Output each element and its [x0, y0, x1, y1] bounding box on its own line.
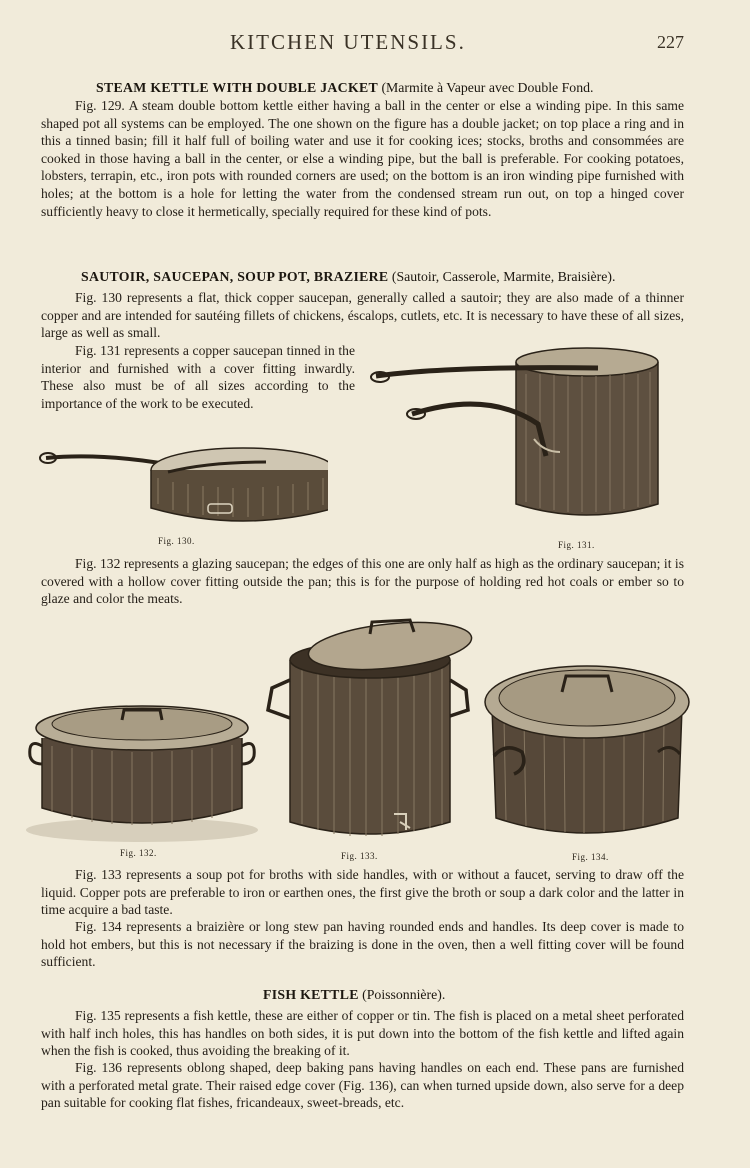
figure-133-soup-pot	[260, 614, 474, 846]
paragraph: Fig. 135 represents a fish kettle, these are either of copper or tin. The fish is placed on a metal sheet perforated with half inch holes, this has handles on both sides, it is put down into the bottom of the fish kettle and lifted again when the fish is cooked, thus avoiding the breaking of it.	[41, 1008, 684, 1059]
paragraph: Fig. 133 represents a soup pot for broths with side handles, with or without a faucet, serving to draw off the liquid. Copper pots are preferable to iron or earthen ones, the first give the broth or soup a dark color and the latter in time acquire a bad taste.	[41, 867, 684, 918]
heading-title: STEAM KETTLE WITH DOUBLE JACKET	[96, 80, 378, 95]
paragraph-fig134	[41, 918, 684, 971]
paragraph: Fig. 130 represents a flat, thick copper saucepan, generally called a sautoir; they are also made of a thinner copper and are intended for sautéing fillets of chickens, éscalops, cutlets, etc. It is necessary to have these of all sizes, large as well as small.	[41, 290, 684, 341]
heading-subtitle: (Poissonnière).	[362, 987, 446, 1002]
paragraph-fig136	[41, 1059, 684, 1112]
paragraph: Fig. 136 represents oblong shaped, deep baking pans having handles on each end. These pans are furnished with a perforated metal grate. Their raised edge cover (Fig. 136), can when turned upside down, also serve for a deep pan suitable for cooking flat fishes, fricandeaux, sweet-breads, etc.	[41, 1060, 684, 1111]
paragraph: Fig. 129. A steam double bottom kettle either having a ball in the center or else a winding pipe. In this same shaped pot all systems can be employed. The one shown on the figure has a double jacket; on top place a ring and in this a tinned basin; fill it half full of boiling water and use it for cooking ices; stocks, broths and consommées are cooked in those having a ball in the center, or else a winding pipe, but the ball is preferable. For cooking potatoes, lobsters, terrapin, etc., iron pots with rounded corners are used; on the bottom is an iron winding pipe furnished with holes; at the bottom is a hole for letting the water from the condensed stream run out, on top a hinged cover sufficiently heavy to close it hermetically, specially required for these kind of pots.	[41, 98, 684, 219]
heading-title: FISH KETTLE	[263, 987, 359, 1002]
figure-130-sautoir	[38, 438, 328, 534]
paragraph-fig135	[41, 1007, 684, 1060]
section-heading-steam-kettle	[96, 79, 593, 97]
heading-subtitle: (Sautoir, Casserole, Marmite, Braisière).	[391, 269, 616, 284]
paragraph: Fig. 131 represents a copper saucepan tinned in the interior and furnished with a cover fitting inwardly. These also must be of all sizes according to the importance of the work to be executed.	[41, 343, 355, 411]
caption-fig130: Fig. 130.	[158, 536, 195, 546]
section-heading-sautoir	[81, 268, 615, 286]
heading-subtitle: (Marmite à Vapeur avec Double Fond.	[381, 80, 594, 95]
section-heading-fish-kettle	[263, 986, 445, 1004]
section-body-steam-kettle	[41, 97, 684, 220]
figure-132-glazing-saucepan	[18, 698, 266, 848]
figure-131-saucepan	[368, 344, 686, 534]
caption-fig132: Fig. 132.	[120, 848, 157, 858]
paragraph-fig131	[41, 342, 355, 412]
paragraph-fig133	[41, 866, 684, 919]
figure-134-braiziere	[482, 658, 690, 848]
running-head: KITCHEN UTENSILS.	[230, 30, 466, 54]
paragraph-fig130	[41, 289, 684, 342]
heading-title: SAUTOIR, SAUCEPAN, SOUP POT, BRAZIERE	[81, 269, 389, 284]
paragraph: Fig. 132 represents a glazing saucepan; the edges of this one are only half as high as the ordinary saucepan; it is covered with a hollow cover fitting outside the pan; this is for the purpose of holding red hot coals or ember so to glaze and color the meats.	[41, 556, 684, 607]
caption-fig131: Fig. 131.	[558, 540, 595, 550]
paragraph-fig132	[41, 555, 684, 608]
page-number: 227	[657, 32, 684, 52]
caption-fig133: Fig. 133.	[341, 851, 378, 861]
paragraph: Fig. 134 represents a braizière or long stew pan having rounded ends and handles. Its deep cover is made to hold hot embers, but this is not necessary if the braizing is done in the oven, then a well fitting cover will be found sufficient.	[41, 919, 684, 970]
caption-fig134: Fig. 134.	[572, 852, 609, 862]
